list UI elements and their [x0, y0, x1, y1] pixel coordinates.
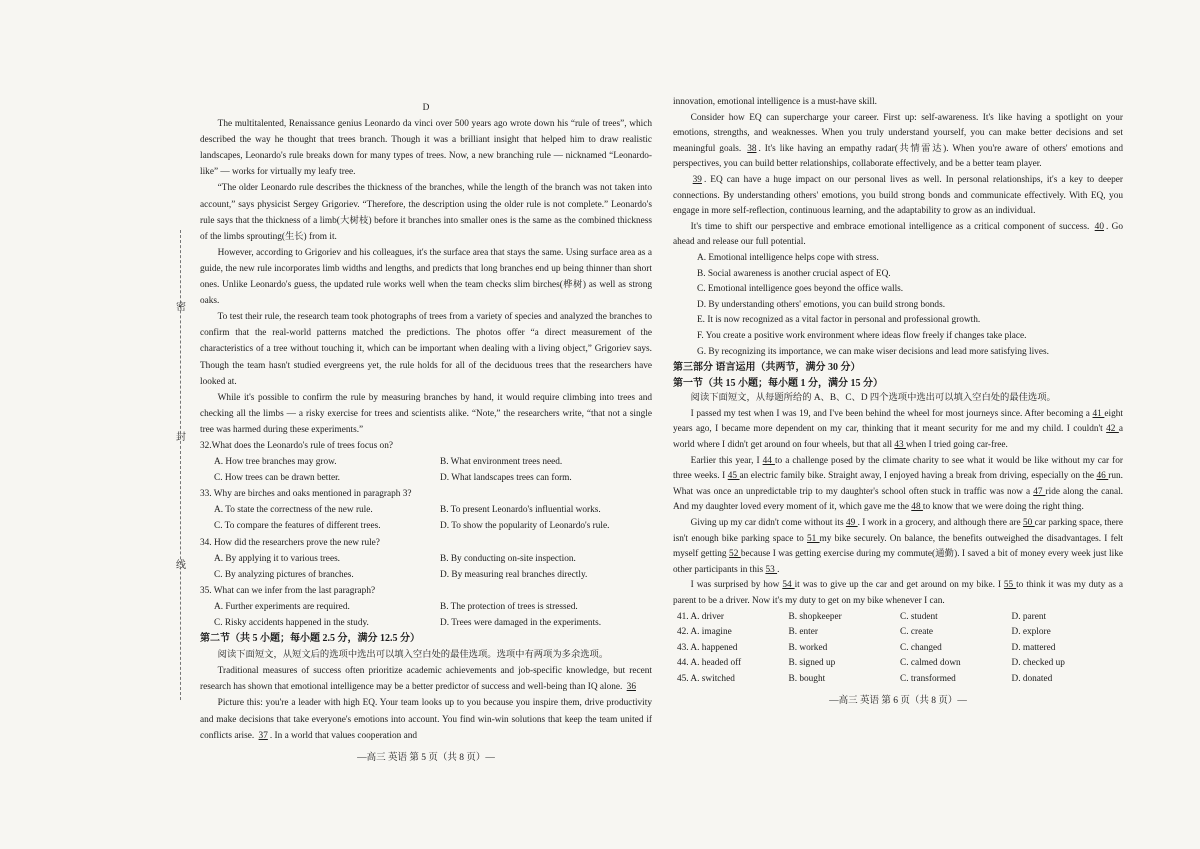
option-b: B. To present Leonardo's influential works. [440, 505, 601, 516]
cloze-option: D. mattered [1011, 642, 1056, 653]
option-d: D. By measuring real branches directly. [440, 569, 588, 580]
blank-39: 39 [692, 174, 702, 185]
cloze-paragraph: I passed my test when I was 19, and I've been behind the wheel for most journeys since. After becoming a 41 eight years ago, I became more dependent on my car, thinking that it meant security for me and my child. I couldn't 42 a world where I didn't get around on four wheels, but that all 43 when I tried going car-free. [673, 408, 1123, 451]
cloze-option: B. signed up [788, 658, 836, 669]
option-c: C. By analyzing pictures of branches. [214, 569, 354, 580]
cloze-option-row [673, 641, 1123, 657]
question-34 [200, 535, 652, 583]
paragraph-text: In a world that values cooperation and [274, 730, 418, 741]
cloze-paragraph: Giving up my car didn't come without its 49 . I work in a grocery, and although there are 50 car parking space, there isn't enough bike parking space to 51 my bike securely. On balance, the benefits outweighed the disadvantages. I felt myself getting 52 because I was getting exercise during my commute(通勤). I saved a bit of money every week just like other participants in this 53 . [673, 518, 1124, 575]
option-b: B. What environment trees need. [440, 457, 563, 468]
cloze-option-row [673, 672, 1123, 688]
option-d: D. By understanding others' emotions, you can build strong bonds. [697, 299, 946, 310]
question-stem: 32.What does the Leonardo's rule of trees focus on? [200, 440, 393, 451]
cloze-option: C. transformed [900, 673, 956, 684]
cloze-option: D. donated [1011, 673, 1053, 684]
option-d: D. Trees were damaged in the experiments. [440, 618, 602, 628]
blank-37: 37 [258, 730, 268, 741]
option-e: E. It is now recognized as a vital factor in personal and professional growth. [697, 315, 981, 326]
question-stem: 33. Why are birches and oaks mentioned in paragraph 3? [200, 489, 412, 500]
margin-xian: 线 [176, 560, 186, 571]
cloze-paragraph: Earlier this year, I 44 to a challenge posed by the climate charity to see what it would be like without my car for three weeks. I 45 an electric family bike. Straight away, I enjoyed having a break from driving, especially on the 46 run. What was once an unpredictable trip to my daughter's school often stuck in traffic was now a 47 ride along the canal. And my daughter loved every moment of it, which gave me the 48 to know that we were doing the right thing. [673, 455, 1123, 513]
page-footer-left: —高三 英语 第 5 页（共 8 页）— [357, 752, 495, 763]
option-c: C. How trees can be drawn better. [214, 473, 340, 484]
continued-paragraph: innovation, emotional intelligence is a must-have skill. [673, 97, 877, 107]
blank-40: 40 [1094, 221, 1104, 232]
paragraph-text: . It's like having an empathy radar(共情雷达). When you're aware of others' emotions and perspectives, you can build better relationships, collaborate effectively, and be a better team player. [673, 143, 1123, 170]
cloze-option: C. changed [900, 642, 942, 653]
cloze-options [673, 610, 1123, 688]
cloze-option: 43. A. happened [677, 642, 738, 653]
question-35 [200, 583, 652, 631]
margin-feng: 封 [176, 432, 186, 443]
section2-instruction: 阅读下面短文，从短文后的选项中选出可以填入空白处的最佳选项。选项中有两项为多余选项。 [217, 650, 609, 661]
cloze-option: D. parent [1011, 611, 1047, 622]
cloze-paragraph: I was surprised by how 54 it was to give up the car and get around on my bike. I 55 to think it was my duty as a parent to be a driver. Now it's my duty to get on my bike whenever I can. [673, 580, 1124, 606]
question-32 [200, 438, 652, 486]
passage-paragraph: While it's possible to confirm the rule by measuring branches by hand, it would require climbing into trees and checking all the limbs — a risky exercise for trees and scientists alike. “Note,” the researchers write, “that not a single tree was harmed during these experiments.” [200, 392, 652, 435]
option-a: A. Further experiments are required. [214, 601, 350, 612]
left-column [200, 100, 652, 766]
cloze-passage [673, 407, 1123, 610]
cloze-option: 44. A. headed off [677, 658, 742, 669]
right-column [673, 95, 1123, 709]
option-c: C. To compare the features of different trees. [214, 521, 381, 532]
cloze-option: B. shopkeeper [788, 611, 842, 622]
cloze-option: C. calmed down [900, 658, 961, 669]
option-a: A. To state the correctness of the new rule. [214, 505, 373, 516]
seven-choice-options [673, 251, 1123, 360]
cloze-option: B. worked [788, 642, 828, 653]
paragraph-text: Traditional measures of success often prioritize academic achievements and job-specific knowledge, but recent research has shown that emotional intelligence may be a better predictor of success and well-being than IQ alone. [200, 666, 652, 693]
cloze-option: B. bought [788, 673, 826, 684]
paragraph-text: Picture this: you're a leader with high EQ. Your team looks up to you because you inspire them, drive productivity and make decisions that take everyone's emotions into account. You find win-win solutions that keep the team united if conflicts arise. [200, 698, 652, 741]
option-b: B. Social awareness is another crucial aspect of EQ. [697, 268, 891, 279]
passage-paragraph: To test their rule, the research team took photographs of trees from a variety of species and analyzed the branches to confirm that the real-world patterns matched the predictions. The photos offer “a direct measurement of the characteristics of a tree without touching it, which can be important when dealing with a living object,” Grigoriev says. Though the team hasn't studied evergreens yet, the rule holds for all of the deciduous trees that the researchers have looked at. [200, 312, 652, 387]
question-stem: 35. What can we infer from the last paragraph? [200, 585, 376, 596]
option-g: G. By recognizing its importance, we can make wiser decisions and lead more satisfying lives. [697, 346, 1049, 357]
seven-choice-paragraph [673, 173, 1123, 220]
cloze-option: 42. A. imagine [677, 627, 732, 638]
option-d: D. What landscapes trees can form. [440, 473, 572, 484]
blank-36: 36 [626, 682, 636, 693]
cloze-option: B. enter [788, 627, 818, 638]
blank-38: 38 [747, 143, 757, 154]
passage-paragraph: “The older Leonardo rule describes the thickness of the branches, while the length of the branch was not taken into account,” says physicist Sergey Grigoriev. “Therefore, the description using the older rule is not complete.” Leonardo's rule says that the thickness of a limb(大树枝) before it branches into smaller ones is the same as the combined thickness of the limbs sprouting(生长) from it. [200, 183, 652, 242]
cloze-option-row [673, 625, 1123, 641]
passage-paragraph: However, according to Grigoriev and his colleagues, it's the surface area that stays the same. Using surface area as a guide, the new rule incorporates limb widths and lengths, and predicts that long branches end up being thinner than short ones. Unlike Leonardo's guess, the updated rule works well when the team checks slim birches(桦树) as well as strong oaks. [200, 247, 652, 307]
cloze-option: C. create [900, 627, 934, 638]
passage-paragraph: The multitalented, Renaissance genius Leonardo da vinci over 500 years ago wrote down his “rule of trees”, which described the way he thought that trees branch. Though it was a brilliant insight that helped him to draw realistic landscapes, Leonardo's rule breaks down for many types of trees. Now, a new branching rule — nicknamed “Leonardo-like” — works for virtually my leafy tree. [200, 119, 652, 178]
cloze-option-row [673, 610, 1123, 626]
seven-choice-paragraph: Picture this: you're a leader with high EQ. Your team looks up to you because you inspire them, drive productivity and make decisions that take everyone's emotions into account. You find win-win solutions that keep the team united if conflicts arise. 37 . In a world that values cooperation and [200, 698, 652, 741]
question-stem: 34. How did the researchers prove the new rule? [200, 537, 380, 548]
paragraph-text: . EQ can have a huge impact on our personal lives as well. In personal relationships, it's a key to deeper connections. By understanding others' emotions, you build strong bonds and communicate effectively. With EQ, you engage in more self-reflection, continuous learning, and the adaptability to grow as an individual. [673, 174, 1123, 217]
option-b: B. By conducting on-site inspection. [440, 553, 576, 564]
cloze-option: C. student [900, 611, 938, 622]
section-letter: D [422, 103, 430, 113]
paragraph-text: Consider how EQ can supercharge your career. First up: self-awareness. It's like having a spotlight on your emotions, strengths, and weaknesses. When you truly understand yourself, you can make better decisions and set meaningful goals. [673, 112, 1123, 154]
cloze-option-row [673, 656, 1123, 672]
option-c: C. Emotional intelligence goes beyond the office walls. [697, 284, 904, 295]
page-footer-right: —高三 英语 第 6 页（共 8 页）— [829, 695, 967, 706]
option-f: F. You create a positive work environment where ideas flow freely if changes take place. [697, 330, 1027, 341]
seven-choice-paragraph [673, 111, 1123, 173]
option-a: A. Emotional intelligence helps cope with stress. [697, 252, 879, 263]
part3-instruction: 阅读下面短文，从每题所给的 A、B、C、D 四个选项中选出可以填入空白处的最佳选项。 [690, 393, 1056, 404]
cloze-option: 45. A. switched [677, 673, 735, 684]
option-b: B. The protection of trees is stressed. [440, 601, 578, 612]
seven-choice-paragraph [200, 663, 652, 695]
paragraph-text: It's time to shift our perspective and embrace emotional intelligence as a critical component of success. [690, 221, 1090, 232]
part3-subheading: 第一节（共 15 小题；每小题 1 分，满分 15 分） [673, 377, 883, 389]
part3-heading: 第三部分 语言运用（共两节，满分 30 分） [673, 362, 861, 374]
margin-mi: 密 [176, 302, 186, 313]
option-d: D. To show the popularity of Leonardo's rule. [440, 521, 610, 532]
cloze-option: D. explore [1011, 627, 1051, 638]
section2-heading: 第二节（共 5 小题；每小题 2.5 分，满分 12.5 分） [200, 633, 420, 645]
option-a: A. By applying it to various trees. [214, 553, 341, 564]
seven-choice-paragraph [673, 220, 1123, 251]
cloze-option: 41. A. driver [677, 611, 724, 622]
question-33 [200, 486, 652, 534]
option-a: A. How tree branches may grow. [214, 457, 337, 468]
option-c: C. Risky accidents happened in the study. [214, 618, 369, 628]
paragraph-text: . Go ahead and release our full potential. [673, 221, 1124, 248]
cloze-option: D. checked up [1011, 658, 1065, 669]
